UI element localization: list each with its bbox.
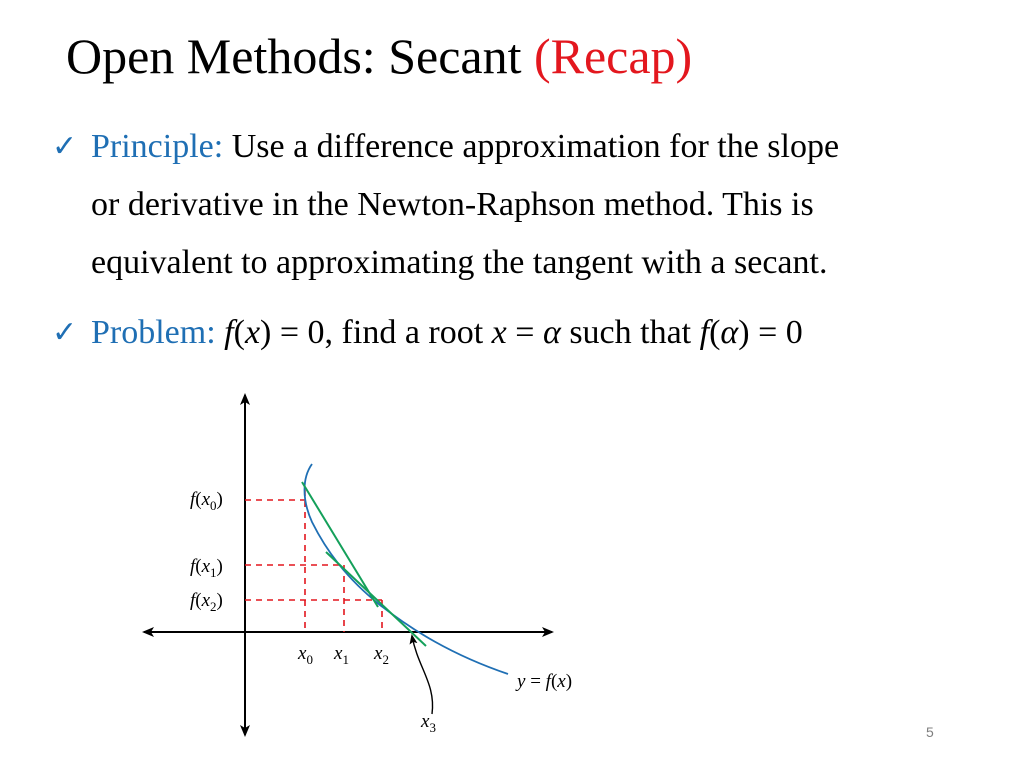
label-fx2: $f(x_2)$ <box>190 590 223 614</box>
eq-alpha-2: α <box>720 314 739 351</box>
eq-f-alpha: f <box>699 314 710 351</box>
curve-label: y = f(x) <box>517 671 573 692</box>
label-x1: $x_1$ <box>334 643 349 667</box>
principle-line-3: equivalent to approximating the tangent with a secant. <box>91 244 828 281</box>
page-number: 5 <box>926 724 934 740</box>
problem-label: Problem: <box>91 314 216 351</box>
x3-pointer-arrow <box>412 636 433 714</box>
principle-text-1: Use a difference approximation for the slope <box>223 128 840 165</box>
checkmark-icon: ✓ <box>52 130 78 163</box>
label-x3: $x_3$ <box>421 711 436 735</box>
label-x2: $x_2$ <box>374 643 389 667</box>
eq-f: f <box>224 314 234 351</box>
checkmark-icon: ✓ <box>52 316 78 349</box>
eq-end: ) = 0 <box>738 314 803 351</box>
label-fx1: $f(x_1)$ <box>190 556 223 580</box>
title-main: Open Methods: Secant <box>66 28 534 84</box>
eq-text-2: such that <box>560 314 700 351</box>
label-fx0: $f(x_0)$ <box>190 489 223 513</box>
label-x0: $x_0$ <box>298 643 313 667</box>
eq-x: x <box>244 314 261 351</box>
problem-line: Problem: f(x) = 0, find a root x = α such that f(α) = 0 <box>91 314 803 351</box>
principle-line-2: or derivative in the Newton-Raphson method. This is <box>91 186 814 223</box>
eq-x-root: x <box>491 314 507 351</box>
principle-label: Principle: <box>91 128 224 165</box>
eq-alpha: α <box>542 314 561 351</box>
eq-equals: = <box>506 314 543 351</box>
secant-line-1 <box>302 482 378 607</box>
title-accent: (Recap) <box>533 28 693 84</box>
eq-text-1: ) = 0, find a root <box>260 314 492 351</box>
